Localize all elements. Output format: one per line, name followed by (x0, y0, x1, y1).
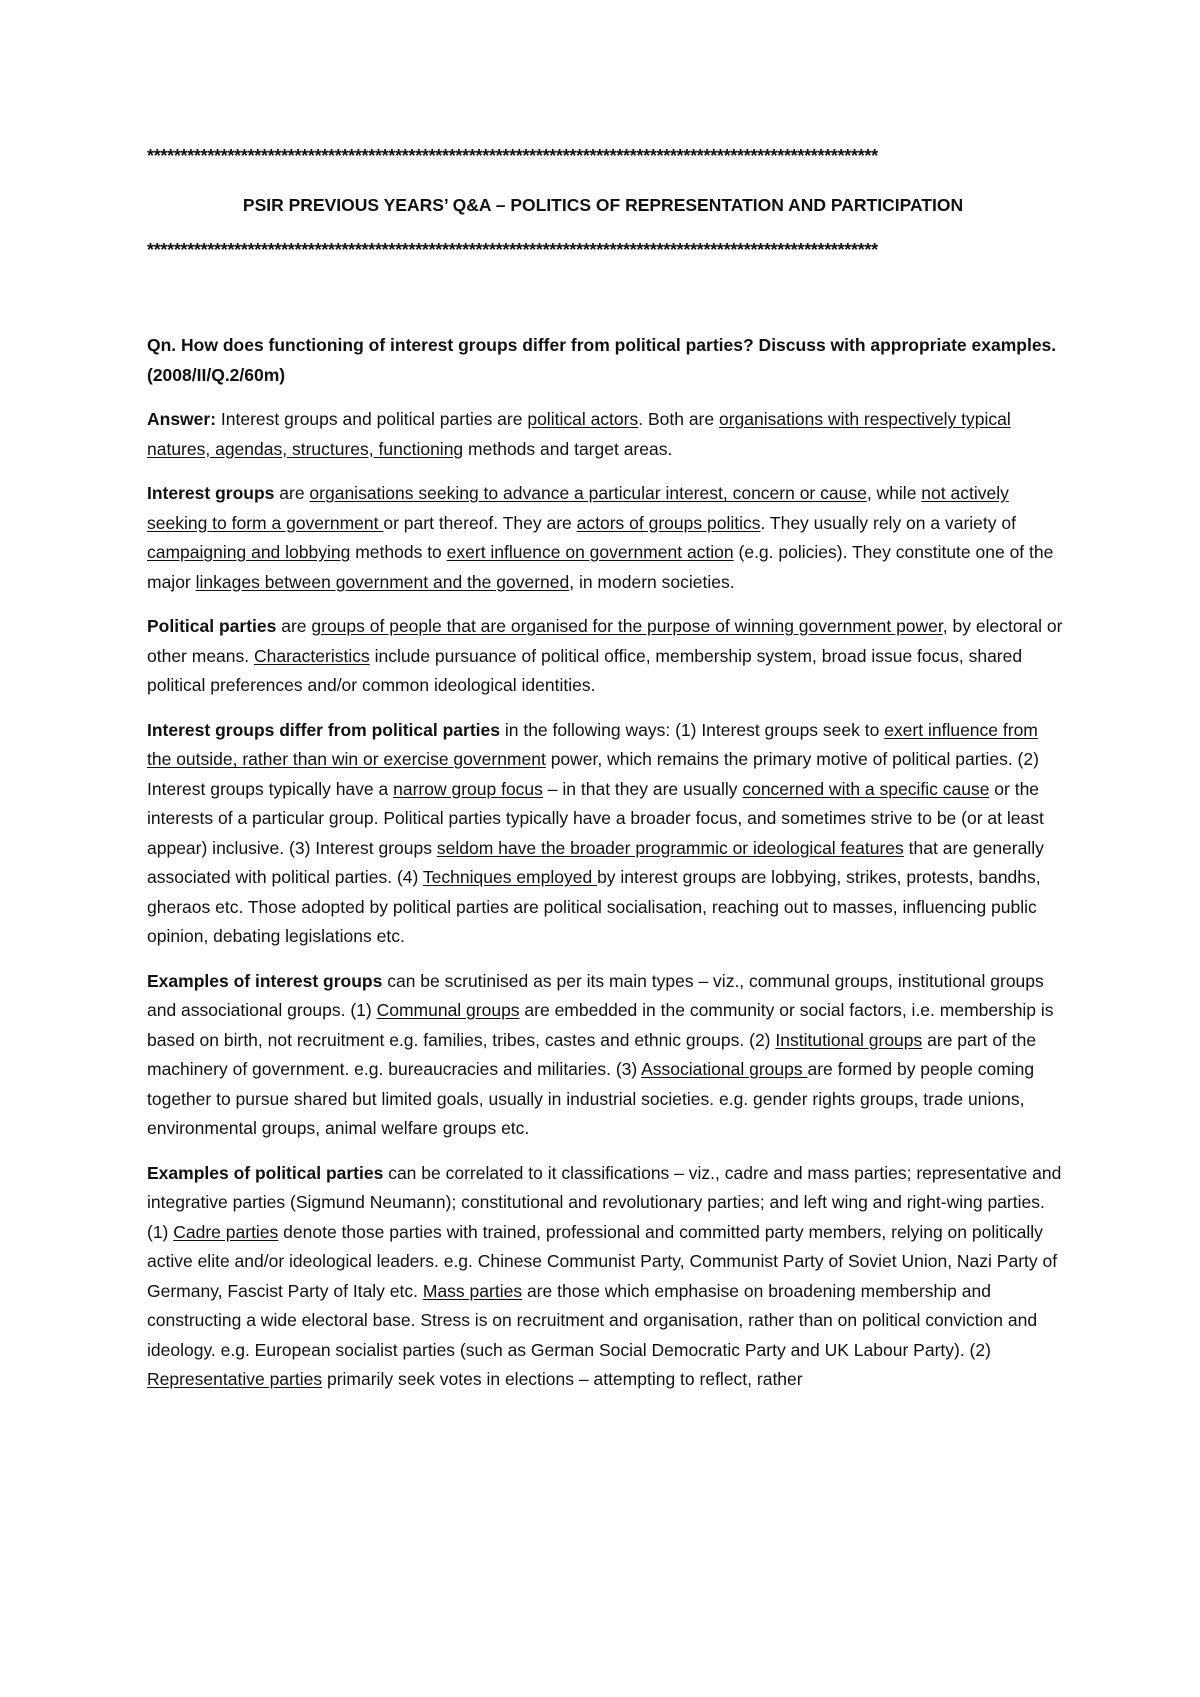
body-text: , by electoral or other means. (147, 616, 1063, 666)
asterisk-divider-top: ************************************************************************************************************* (147, 146, 878, 166)
underlined-text: concerned with a specific cause (742, 778, 990, 799)
body-text: can be scrutinised as per its main types – viz., communal groups, institutional groups and associational groups. (1) (147, 970, 1044, 1020)
underlined-text: seldom have the broader programmic or ideological features (436, 837, 904, 858)
body-text: , while (866, 483, 922, 503)
body-text: are embedded in the community or social factors, i.e. membership is based on birth, not recruitment e.g. families, tribes, castes and ethnic groups. (2) (147, 1000, 1054, 1050)
underlined-text: groups of people that are organised for the purpose of winning government power (311, 616, 943, 636)
underlined-text: Institutional groups (775, 1029, 923, 1050)
body-text: include pursuance of political office, membership system, broad issue focus, shared political preferences and/or common ideological identities. (147, 645, 1023, 695)
body-text: or part thereof. They are (383, 512, 577, 533)
underlined-text: political actors (527, 409, 639, 429)
body-text: are (274, 483, 310, 503)
underlined-text: exert influence on government action (446, 542, 734, 562)
body-text: in the following ways: (1) Interest groups seek to (499, 719, 885, 740)
paragraph-label: Examples of interest groups (147, 970, 383, 991)
paragraph-label: Political parties (147, 616, 277, 636)
underlined-text: Communal groups (376, 1000, 520, 1020)
body-text: are formed by people coming together to pursue shared but limited goals, usually in industrial societies. e.g. gender rights groups, trade unions, environmental groups, animal welfare groups etc. (147, 1059, 1035, 1138)
political-parties-paragraph (147, 612, 1067, 701)
paragraph-label: Interest groups differ from political parties (147, 719, 500, 740)
underlined-text: Techniques employed (422, 867, 598, 887)
body-text: , in modern societies. (569, 571, 735, 592)
body-text: or the interests of a particular group. Political parties typically have a broader focus, and sometimes strive to be (or at least appear) inclusive. (3) Interest groups (147, 778, 1044, 858)
underlined-text: Representative parties (147, 1369, 323, 1389)
body-text: that are generally associated with political parties. (4) (147, 837, 1044, 887)
underlined-text: campaigning and lobbying (147, 542, 351, 562)
underlined-text: organisations seeking to advance a particular interest, concern or cause (309, 483, 867, 503)
body-text: methods to (350, 542, 447, 562)
answer-text: Interest groups and political parties are (216, 409, 528, 429)
underlined-text: exert influence from the outside, rather than win or exercise government (147, 719, 1038, 769)
answer-paragraph (147, 405, 1067, 464)
document-title: PSIR PREVIOUS YEARS’ Q&A – POLITICS OF REPRESENTATION AND PARTICIPATION (242, 195, 964, 215)
body-text: can be correlated to it classifications – viz., cadre and mass parties; representative and integrative parties (Sigmund Neumann); constitutional and revolutionary parties; and left wing and right-wing parties. (1) (147, 1162, 1062, 1242)
underlined-text: Mass parties (422, 1280, 523, 1301)
body-text: primarily seek votes in elections – attempting to reflect, rather (322, 1369, 803, 1389)
answer-label: Answer: (147, 409, 217, 429)
body-text: – in that they are usually (542, 778, 743, 799)
body-text: . They usually rely on a variety of (760, 512, 1016, 533)
examples-political-parties-paragraph (147, 1159, 1067, 1395)
body-text: (e.g. policies). They constitute one of the major (147, 542, 1054, 592)
underlined-text: Characteristics (254, 645, 370, 666)
examples-interest-groups-paragraph (147, 967, 1067, 1144)
body-text: are those which emphasise on broadening membership and constructing a wide electoral base. Stress is on recruitment and organisation, rather than on political conviction and ideology. e.g. European socialist parties (such as German Social Democratic Party and UK Labour Party). (2) (147, 1280, 1038, 1360)
paragraph-label: Examples of political parties (147, 1162, 384, 1183)
body-text: by interest groups are lobbying, strikes, protests, bandhs, gheraos etc. Those adopted by political parties are political socialisation, reaching out to masses, influencing public opinion, debating legislations etc. (147, 867, 1041, 946)
underlined-text: Cadre parties (173, 1221, 279, 1242)
underlined-text: Associational groups (641, 1059, 808, 1079)
document-body (147, 331, 1067, 1410)
underlined-text: linkages between government and the governed (195, 571, 570, 592)
answer-text: methods and target areas. (463, 438, 673, 459)
body-text: power, which remains the primary motive of political parties. (2) Interest groups typically have a (147, 749, 1039, 799)
underlined-text: not actively seeking to form a government (147, 483, 1009, 533)
body-text: are (276, 616, 312, 636)
question-text: Qn. How does functioning of interest groups differ from political parties? Discuss with appropriate examples. (2008/II/Q.2/60m) (147, 335, 1057, 385)
differences-paragraph (147, 716, 1067, 952)
interest-groups-paragraph (147, 479, 1067, 597)
asterisk-divider-bottom: ************************************************************************************************************* (147, 240, 878, 260)
underlined-text: actors of groups politics (576, 512, 761, 533)
body-text: are part of the machinery of government. e.g. bureaucracies and militaries. (3) (147, 1029, 1037, 1079)
underlined-text: narrow group focus (393, 778, 543, 799)
answer-text: . Both are (638, 409, 719, 429)
paragraph-label: Interest groups (147, 483, 275, 503)
body-text: denote those parties with trained, professional and committed party members, relying on politically active elite and/or ideological leaders. e.g. Chinese Communist Party, Communist Party of Soviet Union, Nazi Party of Germany, Fascist Party of Italy etc. (147, 1221, 1058, 1301)
underlined-text: organisations with respectively typical natures, agendas, structures, functioning (147, 409, 1011, 459)
